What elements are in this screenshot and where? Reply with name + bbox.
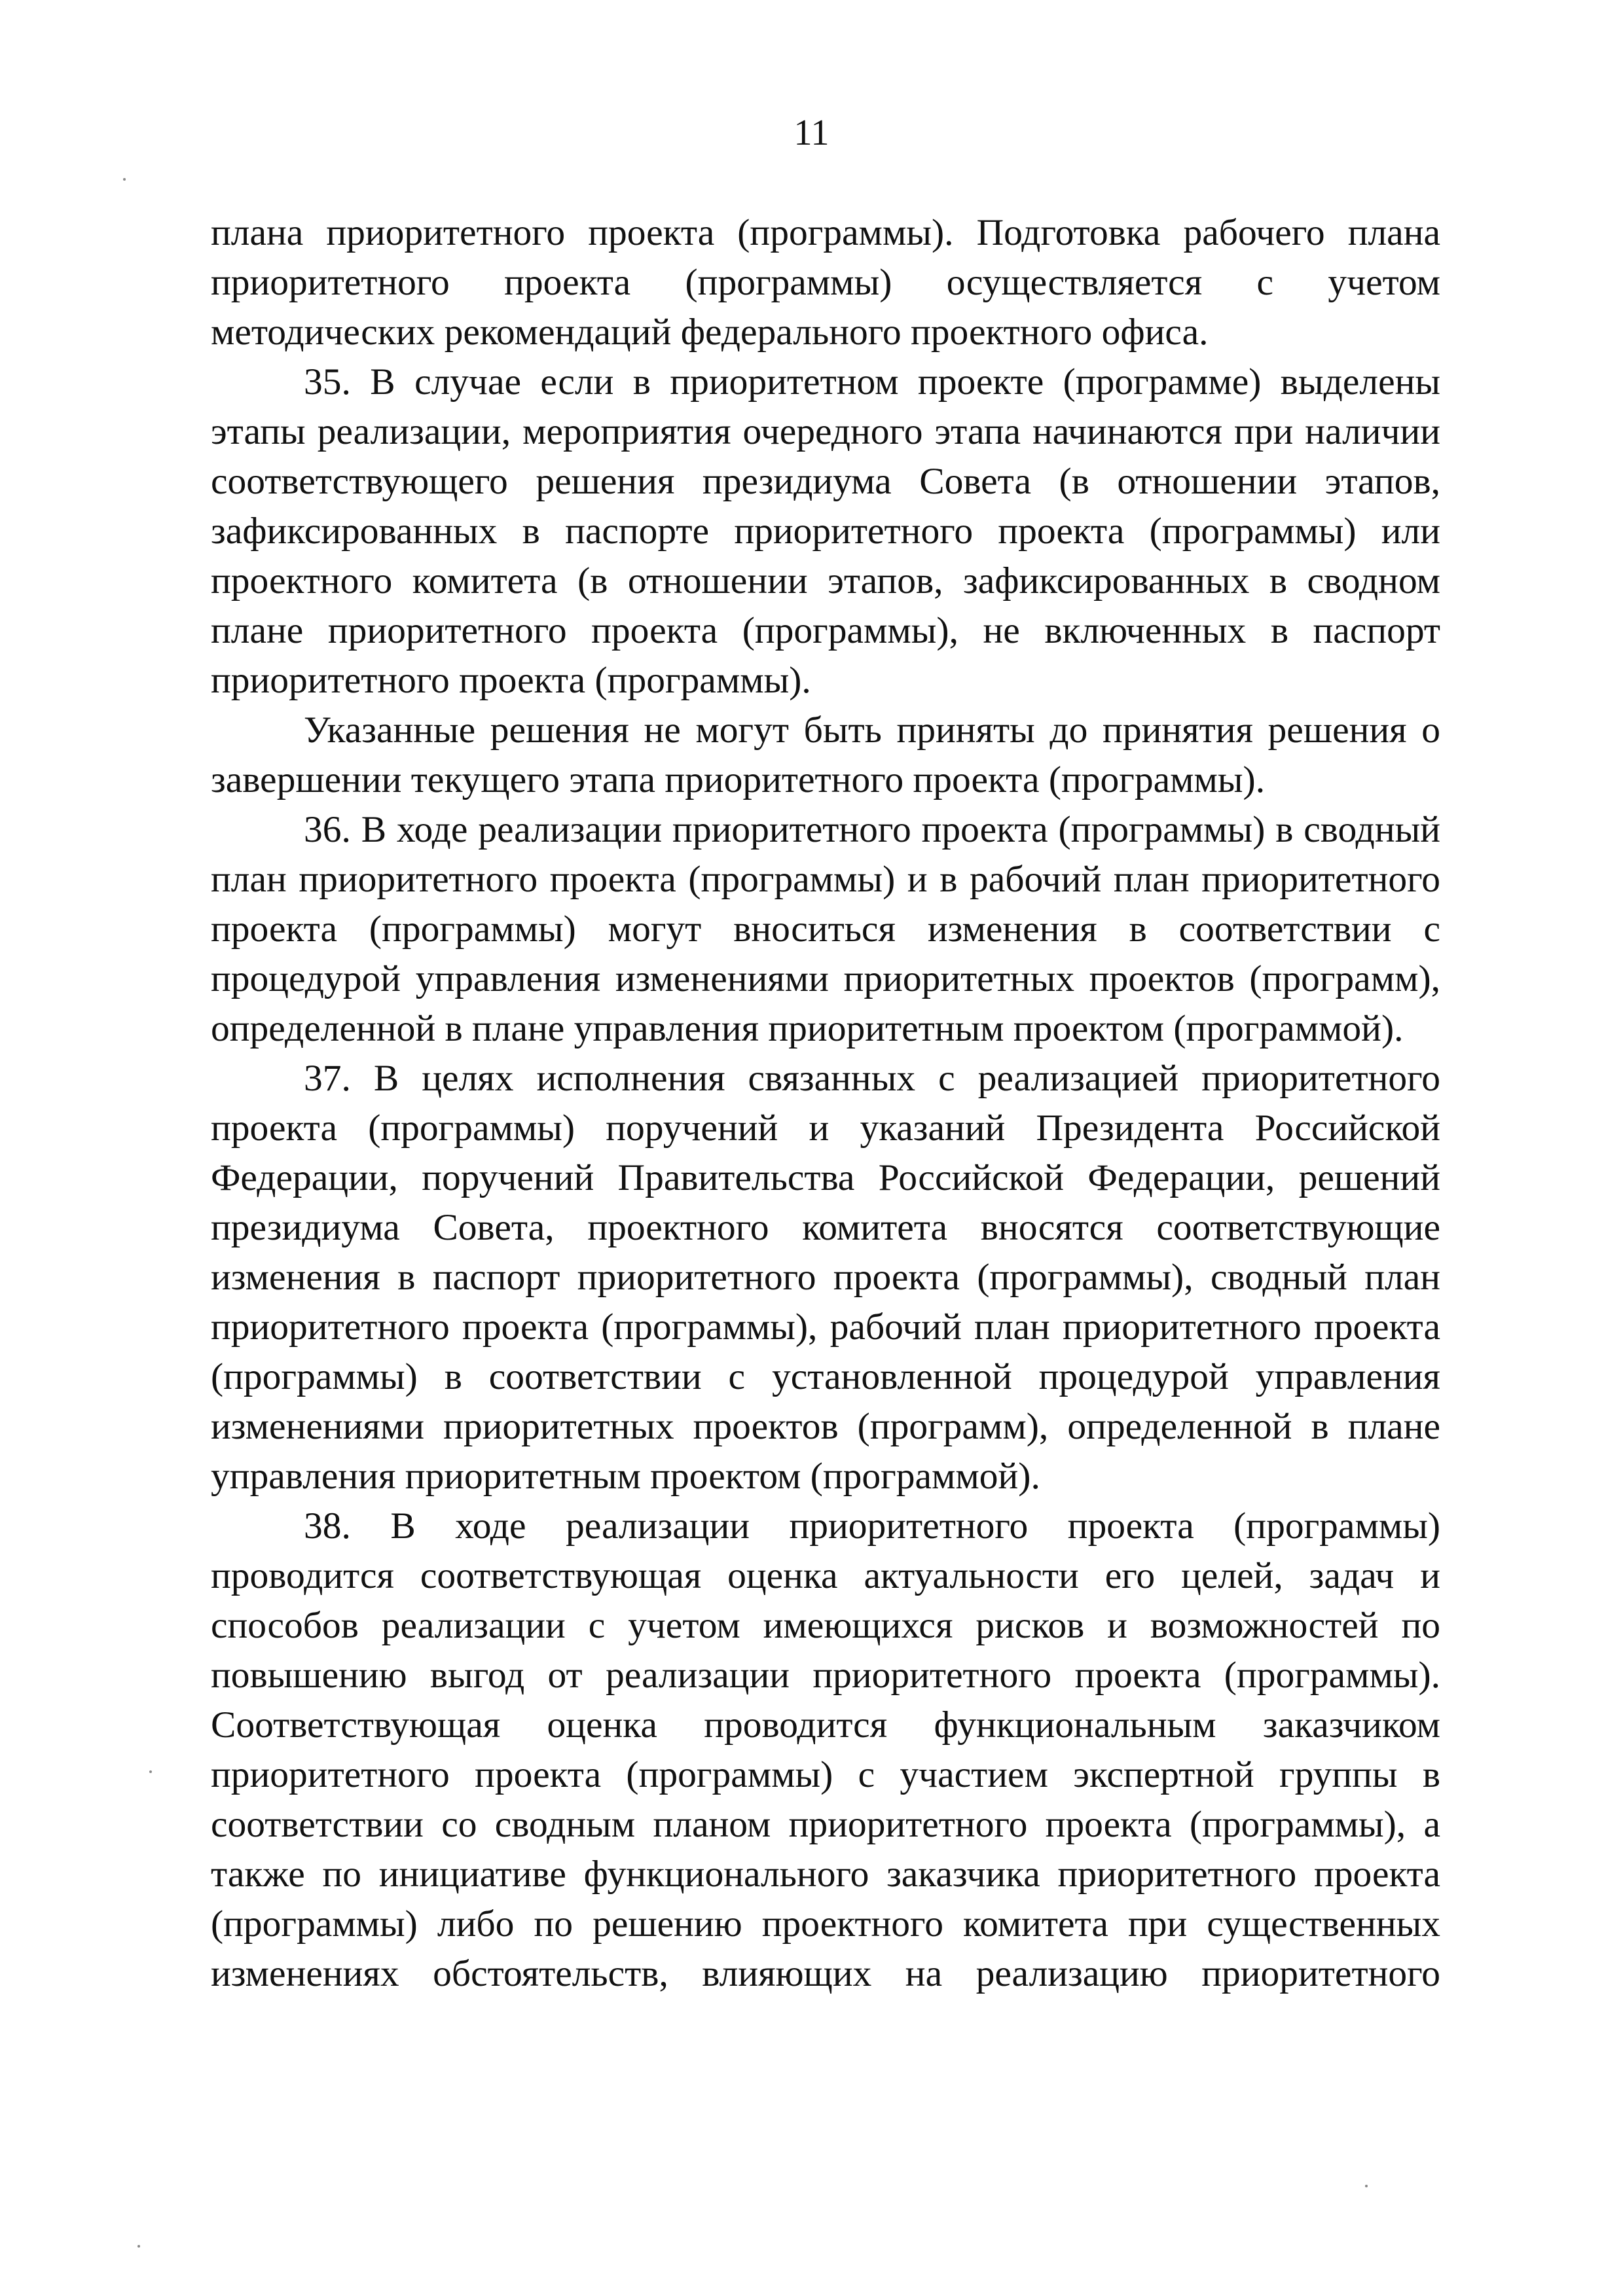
page-number: 11: [793, 113, 830, 153]
paragraph-35-note: Указанные решения не могут быть приняты до принятия решения о завершении текущего этапа приоритетного проекта (программы).: [211, 709, 1440, 800]
paragraph-38: 38. В ходе реализации приоритетного проекта (программы) проводится соответствующая оценка актуальности его целей, задач и способов реализации с учетом имеющихся рисков и возможностей по повышению выгод от реализации приоритетного проекта (программы). Соответствующая оценка проводится функциональным заказчиком приоритетного проекта (программы) с участием экспертной группы в соответствии со сводным планом приоритетного проекта (программы), а также по инициативе функционального заказчика приоритетного проекта (программы) либо по решению проектного комитета при существенных изменениях обстоятельств, влияющих на реализацию приоритетного: [211, 1505, 1440, 1994]
paragraph-continuation: плана приоритетного проекта (программы). Подготовка рабочего плана приоритетного проекта (программы) осуществляется с учетом методических рекомендаций федерального проектного офиса.: [211, 212, 1440, 353]
scan-speck: [149, 1770, 152, 1773]
scan-speck: [1365, 2185, 1368, 2187]
scan-speck: [123, 178, 126, 181]
paragraph-35: 35. В случае если в приоритетном проекте (программе) выделены этапы реализации, мероприятия очередного этапа начинаются при наличии соответствующего решения президиума Совета (в отношении этапов, зафиксированных в паспорте приоритетного проекта (программы) или проектного комитета (в отношении этапов, зафиксированных в сводном плане приоритетного проекта (программы), не включенных в паспорт приоритетного проекта (программы).: [211, 361, 1440, 701]
paragraph-36: 36. В ходе реализации приоритетного проекта (программы) в сводный план приоритетного проекта (программы) и в рабочий план приоритетного проекта (программы) могут вноситься изменения в соответствии с процедурой управления изменениями приоритетных проектов (программ), определенной в плане управления приоритетным проектом (программой).: [211, 809, 1440, 1049]
document-body: [211, 208, 1440, 1999]
paragraph-37: 37. В целях исполнения связанных с реализацией приоритетного проекта (программы) поручений и указаний Президента Российской Федерации, поручений Правительства Российской Федерации, решений президиума Совета, проектного комитета вносятся соответствующие изменения в паспорт приоритетного проекта (программы), сводный план приоритетного проекта (программы), рабочий план приоритетного проекта (программы) в соответствии с установленной процедурой управления изменениями приоритетных проектов (программ), определенной в плане управления приоритетным проектом (программой).: [211, 1058, 1440, 1497]
scan-speck: [137, 2245, 140, 2248]
